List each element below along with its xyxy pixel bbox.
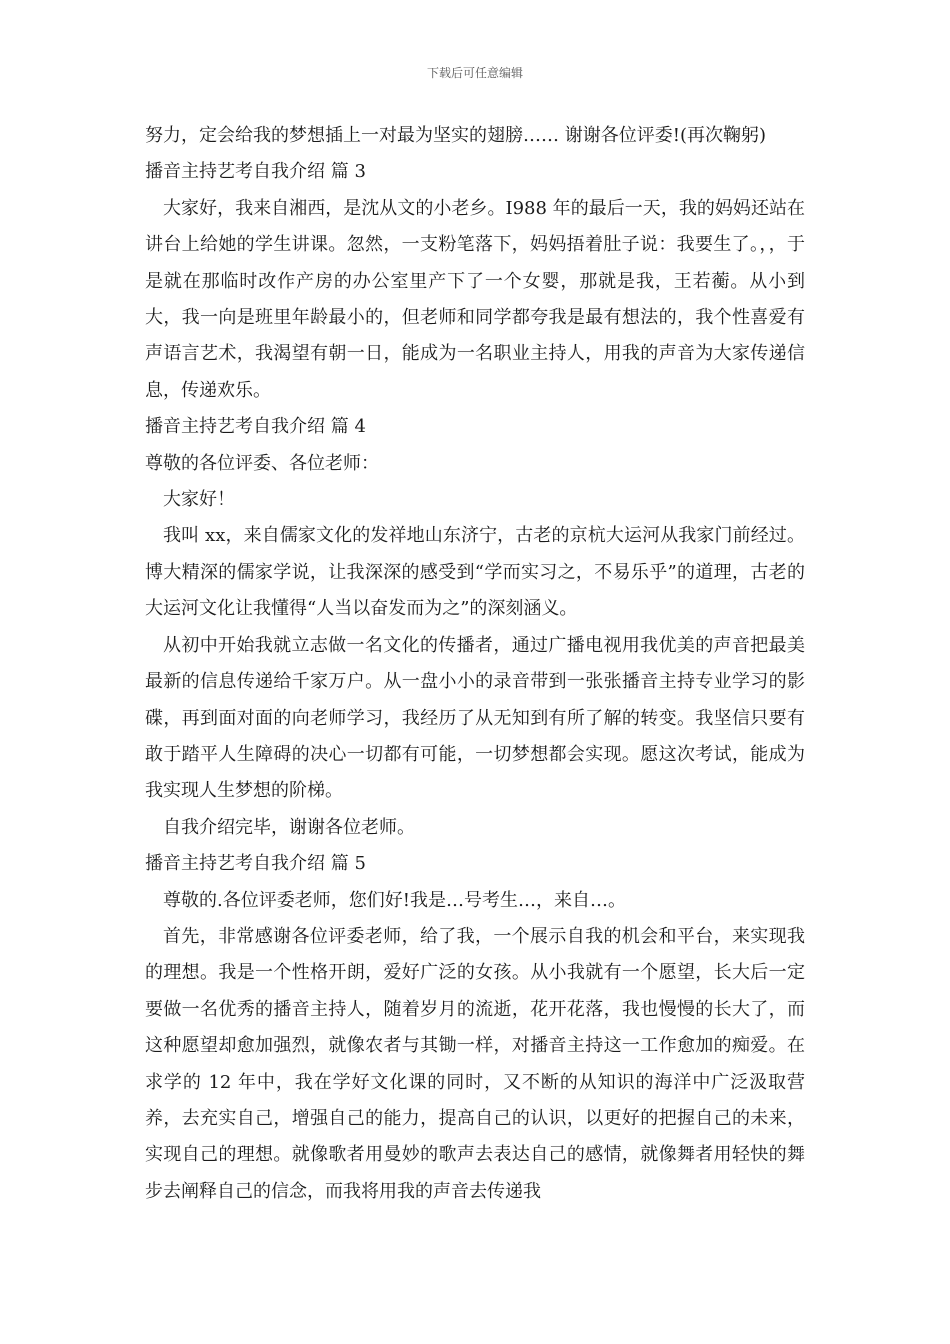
section-heading-3: 播音主持艺考自我介绍 篇 3 <box>145 161 366 183</box>
salutation: 尊敬的各位评委、各位老师： <box>145 452 379 474</box>
document-body <box>145 118 805 1210</box>
section-heading-4: 播音主持艺考自我介绍 篇 4 <box>145 416 366 438</box>
paragraph: 我叫 xx，来自儒家文化的发祥地山东济宁，古老的京杭大运河从我家门前经过。博大精深的儒家学说，让我深深的感受到“学而实习之，不易乐乎”的道理，古老的大运河文化让我懂得“人当以奋发而为之”的深刻涵义。 <box>145 525 805 620</box>
paragraph: 从初中开始我就立志做一名文化的传播者，通过广播电视用我优美的声音把最美最新的信息传递给千家万户。从一盘小小的录音带到一张张播音主持专业学习的影碟，再到面对面的向老师学习，我经历了从无知到有所了解的转变。我坚信只要有敢于踏平人生障碍的决心一切都有可能，一切梦想都会实现。愿这次考试，能成为我实现人生梦想的阶梯。 <box>145 634 805 802</box>
closing-line: 自我介绍完毕，谢谢各位老师。 <box>163 816 415 838</box>
salutation: 尊敬的.各位评委老师，您们好!我是…号考生…，来自…。 <box>163 889 626 911</box>
page-header-note: 下载后可任意编辑 <box>426 66 523 80</box>
paragraph-continuation: 努力，定会给我的梦想插上一对最为坚实的翅膀…… 谢谢各位评委!(再次鞠躬) <box>145 125 766 146</box>
section-heading-5: 播音主持艺考自我介绍 篇 5 <box>145 853 366 875</box>
greeting: 大家好！ <box>163 489 235 511</box>
paragraph: 大家好，我来自湘西，是沈从文的小老乡。I988 年的最后一天，我的妈妈还站在讲台上给她的学生讲课。忽然，一支粉笔落下，妈妈捂着肚子说：我要生了。，，于是就在那临时改作产房的办公室里产下了一个女婴，那就是我，王若蘅。从小到大，我一向是班里年龄最小的，但老师和同学都夸我是最有想法的，我个性喜爱有声语言艺术，我渴望有朝一日，能成为一名职业主持人，用我的声音为大家传递信息，传递欢乐。 <box>145 197 805 401</box>
paragraph: 首先，非常感谢各位评委老师，给了我，一个展示自我的机会和平台，来实现我的理想。我是一个性格开朗，爱好广泛的女孩。从小我就有一个愿望，长大后一定要做一名优秀的播音主持人，随着岁月的流逝，花开花落，我也慢慢的长大了，而这种愿望却愈加强烈，就像农者与其锄一样，对播音主持这一工作愈加的痴爱。在求学的 12 年中，我在学好文化课的同时，又不断的从知识的海洋中广泛汲取营养，去充实自己，增强自己的能力，提高自己的认识，以更好的把握自己的未来，实现自己的理想。就像歌者用曼妙的歌声去表达自己的感情，就像舞者用轻快的舞步去阐释自己的信念，而我将用我的声音去传递我 <box>145 925 805 1202</box>
